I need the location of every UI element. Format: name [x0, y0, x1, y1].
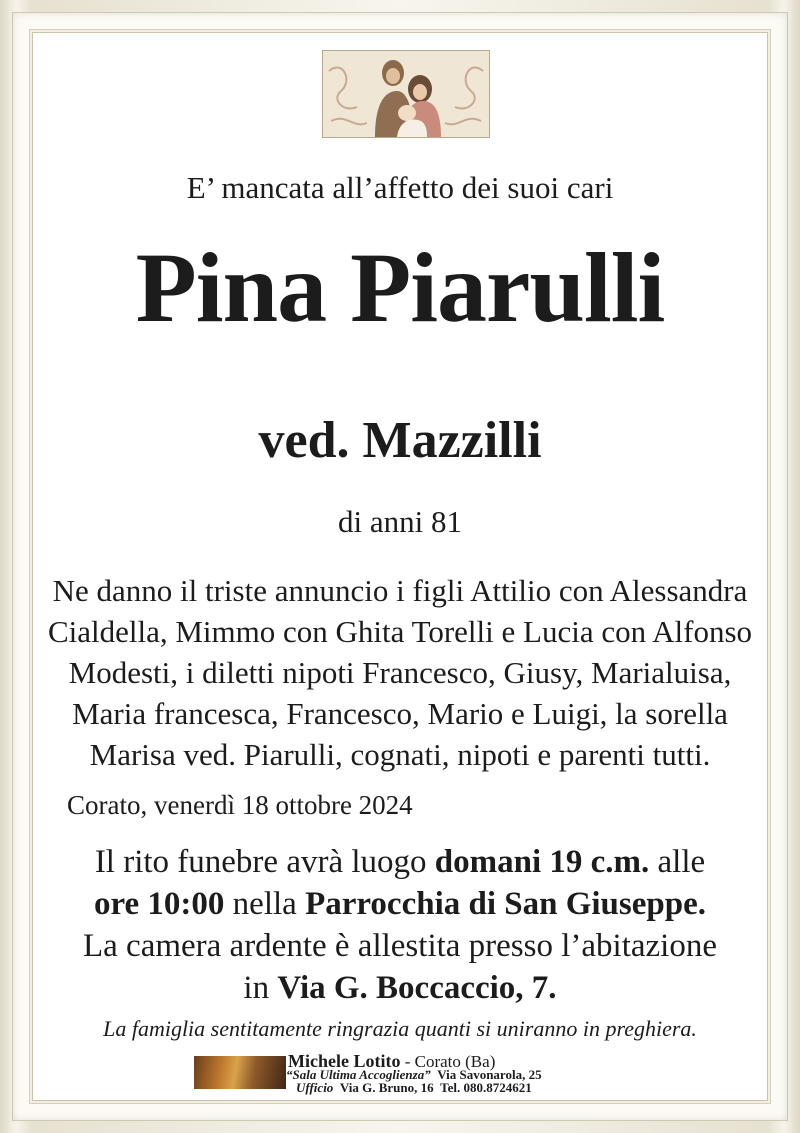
office-address: Via G. Bruno, 16 [339, 1080, 434, 1095]
funeral-line-3: La camera ardente è allestita presso l’abitazione [83, 928, 717, 964]
viewing-address: Via G. Boccaccio, 7. [277, 970, 557, 1006]
announcement-line: Modesti, i diletti nipoti Francesco, Giusy, Marialuisa, [68, 655, 732, 690]
funeral-text: in [243, 970, 278, 1006]
family-thanks: La famiglia sentitamente ringrazia quanti si uniranno in preghiera. [103, 1016, 697, 1041]
funeral-line-2 [33, 883, 767, 925]
funeral-home-logo [194, 1056, 286, 1089]
obituary-notice [33, 33, 767, 1100]
office-phone: Tel. 080.8724621 [440, 1080, 532, 1095]
funeral-home-footer [194, 1051, 634, 1095]
holy-family-icon [322, 50, 490, 138]
funeral-line-4 [33, 967, 767, 1009]
announcement-line: Cialdella, Mimmo con Ghita Torelli e Lucia con Alfonso [47, 614, 753, 649]
announcement-paragraph [33, 570, 767, 775]
funeral-date: domani 19 c.m. [434, 844, 650, 880]
company-city: - Corato (Ba) [400, 1052, 496, 1071]
funeral-line-1 [33, 841, 767, 883]
widow-of: ved. Mazzilli [258, 412, 542, 469]
announcement-line: Marisa ved. Piarulli, cognati, nipoti e parenti tutti. [89, 737, 711, 772]
funeral-church: Parrocchia di San Giuseppe. [305, 886, 706, 922]
announcement-line: Ne danno il triste annuncio i figli Attilio con Alessandra [52, 573, 748, 608]
funeral-home-office [296, 1080, 532, 1096]
funeral-details [33, 841, 767, 1009]
office-label: Ufficio [296, 1080, 334, 1095]
hall-address: Via Savonarola, 25 [437, 1067, 542, 1082]
deceased-name: Pina Piarulli [135, 232, 665, 343]
announcement-line: Maria francesca, Francesco, Mario e Luigi, la sorella [72, 696, 728, 731]
funeral-text: Il rito funebre avrà luogo [94, 844, 435, 880]
funeral-text: nella [224, 886, 306, 922]
hall-name: “Sala Ultima Accoglienza” [286, 1067, 431, 1082]
funeral-time: ore 10:00 [93, 886, 225, 922]
funeral-text: alle [649, 844, 706, 880]
company-name: Michele Lotito [288, 1051, 401, 1071]
intro-line: E’ mancata all’affetto dei suoi cari [186, 170, 614, 205]
age-line: di anni 81 [338, 504, 462, 539]
dateline: Corato, venerdì 18 ottobre 2024 [67, 790, 413, 820]
